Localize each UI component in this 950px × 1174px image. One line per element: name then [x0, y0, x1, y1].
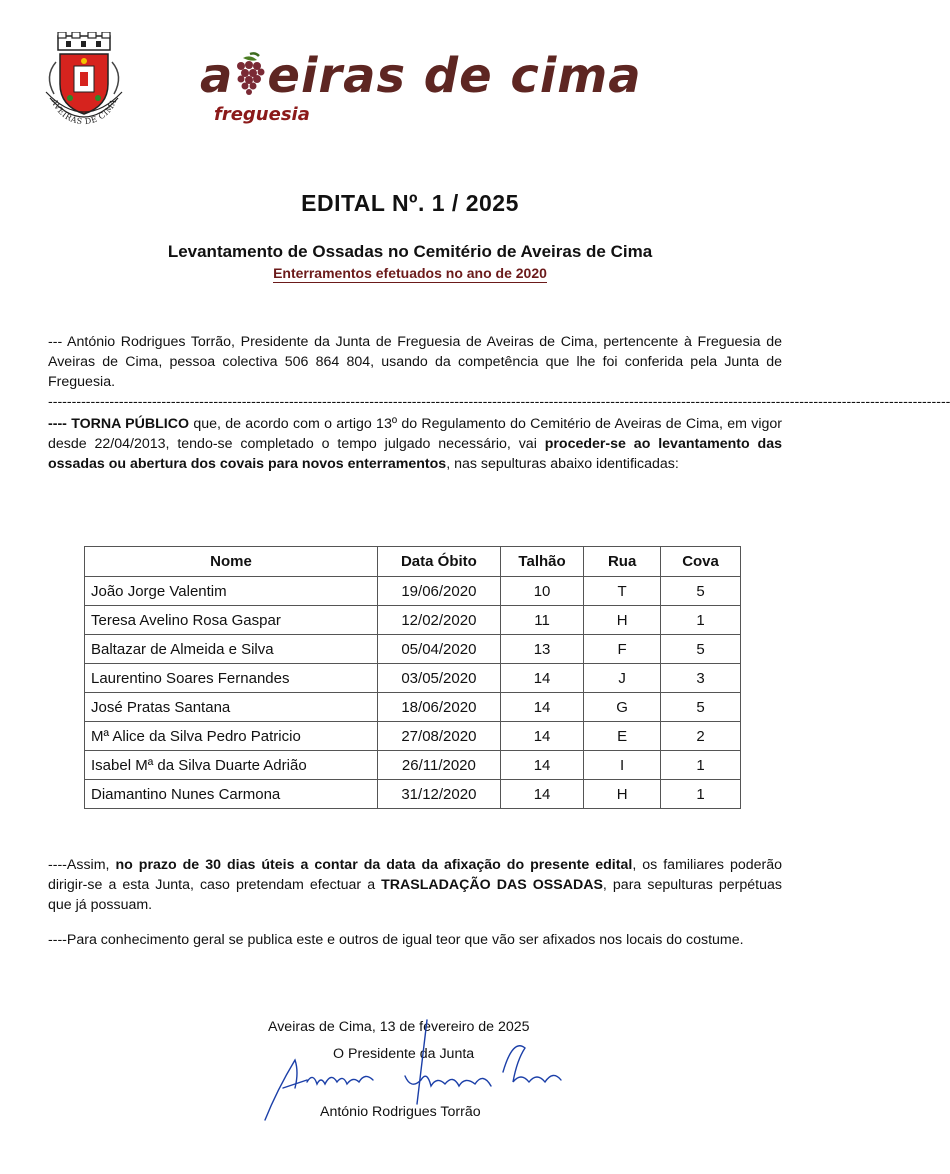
intro-paragraph	[48, 332, 950, 412]
intro-dash-fill: -----------------------------------------------------------------------------------------------------------------------------------------------------------------------------------------------	[48, 394, 950, 410]
column-header-rua: Rua	[584, 547, 661, 577]
column-header-nome: Nome	[85, 547, 378, 577]
table-cell-data-obito: 27/08/2020	[377, 722, 500, 751]
table-cell-talhao: 14	[500, 693, 583, 722]
deadline-text-1: , os familiares poderão dirigir-se a esta Junta, caso pretendam efectuar a	[48, 857, 783, 893]
table-cell-cova: 1	[661, 751, 741, 780]
table-cell-talhao: 11	[500, 606, 583, 635]
table-cell-nome: Laurentino Soares Fernandes	[85, 664, 378, 693]
edital-subtitle: Levantamento de Ossadas no Cemitério de Aveiras de Cima	[167, 242, 653, 261]
table-cell-nome: Isabel Mª da Silva Duarte Adrião	[85, 751, 378, 780]
announcement-paragraph	[48, 414, 782, 474]
deadline-lead: ----Assim,	[48, 857, 116, 873]
graves-table	[84, 546, 741, 809]
deadline-text-2: , para sepulturas perpétuas que já possuam.	[48, 877, 782, 913]
logo-wordmark	[200, 48, 642, 104]
table-cell-rua: F	[584, 635, 661, 664]
signature-role: O Presidente da Junta	[333, 1046, 475, 1062]
coat-of-arms-logo	[36, 32, 132, 128]
table-cell-nome: João Jorge Valentim	[85, 577, 378, 606]
table-cell-rua: H	[584, 606, 661, 635]
table-cell-data-obito: 12/02/2020	[377, 606, 500, 635]
table-row	[85, 664, 741, 693]
table-cell-talhao: 14	[500, 780, 583, 809]
signature-name: António Rodrigues Torrão	[320, 1104, 481, 1120]
deadline-period: no prazo de 30 dias úteis a contar da data da afixação do presente edital	[115, 857, 633, 873]
publication-paragraph	[48, 930, 782, 950]
table-cell-data-obito: 26/11/2020	[377, 751, 500, 780]
table-cell-rua: H	[584, 780, 661, 809]
signature-place-date: Aveiras de Cima, 13 de fevereiro de 2025	[268, 1019, 530, 1035]
table-cell-nome: Mª Alice da Silva Pedro Patricio	[85, 722, 378, 751]
announcement-torna-publico: TORNA PÚBLICO	[71, 416, 190, 432]
table-row	[85, 693, 741, 722]
announcement-action: proceder-se ao levantamento das ossadas ou abertura dos covais para novos enterramentos	[48, 436, 782, 472]
logo-subtext: freguesia	[214, 104, 310, 125]
intro-text: --- António Rodrigues Torrão, Presidente da Junta de Freguesia de Aveiras de Cima, pertencente à Freguesia de Aveiras de Cima, pessoa colectiva 506 864 804, usando da competência que lhe foi conferida pela Junta de Freguesia.	[48, 334, 782, 390]
table-cell-talhao: 13	[500, 635, 583, 664]
table-cell-cova: 5	[661, 635, 741, 664]
table-cell-data-obito: 05/04/2020	[377, 635, 500, 664]
table-header-row	[85, 547, 741, 577]
table-cell-data-obito: 03/05/2020	[377, 664, 500, 693]
table-row	[85, 577, 741, 606]
table-cell-talhao: 14	[500, 751, 583, 780]
column-header-cova: Cova	[661, 547, 741, 577]
table-cell-data-obito: 31/12/2020	[377, 780, 500, 809]
table-cell-data-obito: 19/06/2020	[377, 577, 500, 606]
column-header-talhao: Talhão	[500, 547, 583, 577]
table-cell-nome: Diamantino Nunes Carmona	[85, 780, 378, 809]
grape-bunch-icon	[233, 52, 267, 96]
table-cell-talhao: 14	[500, 722, 583, 751]
table-cell-data-obito: 18/06/2020	[377, 693, 500, 722]
edital-subtitle-year	[0, 265, 820, 281]
deadline-trasladacao: TRASLADAÇÃO DAS OSSADAS	[381, 877, 603, 893]
table-row	[85, 635, 741, 664]
table-row	[85, 722, 741, 751]
table-row	[85, 751, 741, 780]
table-cell-cova: 2	[661, 722, 741, 751]
table-cell-cova: 5	[661, 577, 741, 606]
edital-subtitle-year-text: Enterramentos efetuados no ano de 2020	[273, 265, 547, 281]
table-cell-talhao: 10	[500, 577, 583, 606]
logo-text-after: eiras de cima	[267, 48, 642, 104]
table-cell-cova: 3	[661, 664, 741, 693]
table-cell-cova: 1	[661, 780, 741, 809]
parish-wordmark-logo	[200, 48, 720, 138]
table-cell-nome: José Pratas Santana	[85, 693, 378, 722]
announcement-lead-dashes: ----	[48, 416, 72, 432]
crest-motto: AVEIRAS DE CIMA	[49, 97, 119, 127]
table-cell-nome: Baltazar de Almeida e Silva	[85, 635, 378, 664]
table-cell-nome: Teresa Avelino Rosa Gaspar	[85, 606, 378, 635]
column-header-data-obito: Data Óbito	[377, 547, 500, 577]
deadline-paragraph	[48, 855, 782, 915]
table-cell-talhao: 14	[500, 664, 583, 693]
edital-title: EDITAL Nº. 1 / 2025	[301, 190, 519, 216]
table-cell-cova: 5	[661, 693, 741, 722]
table-row	[85, 780, 741, 809]
table-cell-rua: J	[584, 664, 661, 693]
announcement-text-1: que, de acordo com o artigo 13º do Regulamento do Cemitério de Aveiras de Cima, em vigor desde 22/04/2013, tendo-se completado o tempo julgado necessário, vai	[48, 416, 782, 452]
table-cell-rua: T	[584, 577, 661, 606]
table-cell-rua: G	[584, 693, 661, 722]
publication-text: ----Para conhecimento geral se publica este e outros de igual teor que vão ser afixados nos locais do costume.	[48, 932, 744, 948]
table-row	[85, 606, 741, 635]
announcement-text-2: , nas sepulturas abaixo identificadas:	[446, 456, 679, 472]
table-cell-rua: E	[584, 722, 661, 751]
table-cell-rua: I	[584, 751, 661, 780]
table-cell-cova: 1	[661, 606, 741, 635]
logo-text-before: a	[200, 48, 234, 104]
